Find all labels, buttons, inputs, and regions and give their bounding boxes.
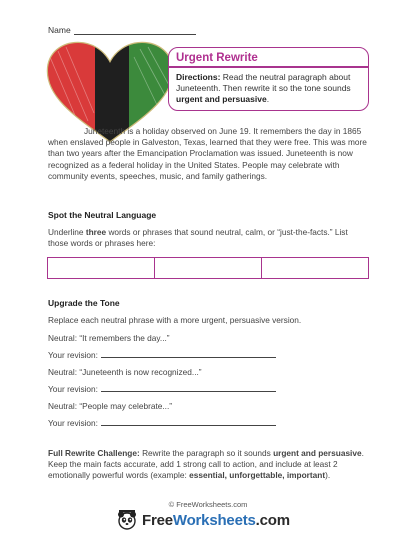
revision-line[interactable] xyxy=(101,350,276,358)
section-title-upgrade: Upgrade the Tone xyxy=(48,298,120,308)
challenge-bold-2: essential, unforgettable, important xyxy=(189,470,326,480)
section1-instructions xyxy=(48,227,370,249)
reading-paragraph: Juneteenth is a holiday observed on June 19. It remembers the day in 1865 when enslaved people in Galveston, Texas, learned that they were free. This was more than two years after the Emancipation Proclamation was issued. Juneteenth is now recognized as a federal holiday in the United States. People may celebrate with community events, speeches, music, and family gatherings. xyxy=(48,126,367,181)
revision-label: Your revision: xyxy=(48,418,98,428)
challenge-text-1: Rewrite the paragraph so it sounds xyxy=(142,448,271,458)
revision-line[interactable] xyxy=(101,384,276,392)
revision-row-2 xyxy=(48,384,276,395)
section2-intro: Replace each neutral phrase with a more urgent, persuasive version. xyxy=(48,315,302,325)
brand-dotcom: .com xyxy=(255,511,290,529)
directions-end: . xyxy=(266,94,270,104)
neutral-phrase-2: Neutral: “Juneteenth is now recognized...” xyxy=(48,367,202,377)
challenge-label: Full Rewrite Challenge: xyxy=(48,448,140,458)
brand-worksheets: Worksheets xyxy=(172,511,256,529)
directions-body: Read the neutral paragraph about Juneteenth. Then rewrite it so the tone sounds xyxy=(176,72,351,93)
footer-brand xyxy=(142,512,290,529)
revision-label: Your revision: xyxy=(48,384,98,394)
title-divider xyxy=(168,66,369,68)
answer-cell[interactable] xyxy=(262,258,368,278)
revision-label: Your revision: xyxy=(48,350,98,360)
section-title-spot: Spot the Neutral Language xyxy=(48,210,157,220)
panda-icon xyxy=(116,509,138,531)
directions-text xyxy=(176,72,364,105)
revision-row-3 xyxy=(48,418,276,429)
directions-emphasis: urgent and persuasive xyxy=(176,94,267,104)
revision-line[interactable] xyxy=(101,418,276,426)
name-field[interactable] xyxy=(48,25,196,35)
challenge-bold-1: urgent and persuasive xyxy=(273,448,362,458)
challenge-text-2: . Keep the main facts accurate, add 1 strong call to action, and include at least 2 emotionally powerful words (example: xyxy=(48,448,364,480)
directions-label: Directions: xyxy=(176,72,221,82)
neutral-phrase-1: Neutral: “It remembers the day...” xyxy=(48,333,170,343)
answer-cell[interactable] xyxy=(48,258,155,278)
challenge-text-3: ). xyxy=(325,470,331,480)
section1-pre: Underline xyxy=(48,227,84,237)
section1-bold: three xyxy=(85,227,107,237)
footer-copyright: © FreeWorksheets.com xyxy=(168,500,248,509)
answer-table xyxy=(47,257,369,279)
section1-post: words or phrases that sound neutral, calm, or “just-the-facts.” List those words or phrases here: xyxy=(48,227,348,248)
rewrite-challenge xyxy=(48,448,370,481)
name-label: Name xyxy=(48,25,71,35)
answer-cell[interactable] xyxy=(155,258,262,278)
brand-free: Free xyxy=(142,511,173,529)
neutral-phrase-3: Neutral: “People may celebrate...” xyxy=(48,401,173,411)
worksheet-title: Urgent Rewrite xyxy=(176,52,258,64)
revision-row-1 xyxy=(48,350,276,361)
name-line[interactable] xyxy=(74,26,196,35)
footer-logo xyxy=(116,509,290,531)
